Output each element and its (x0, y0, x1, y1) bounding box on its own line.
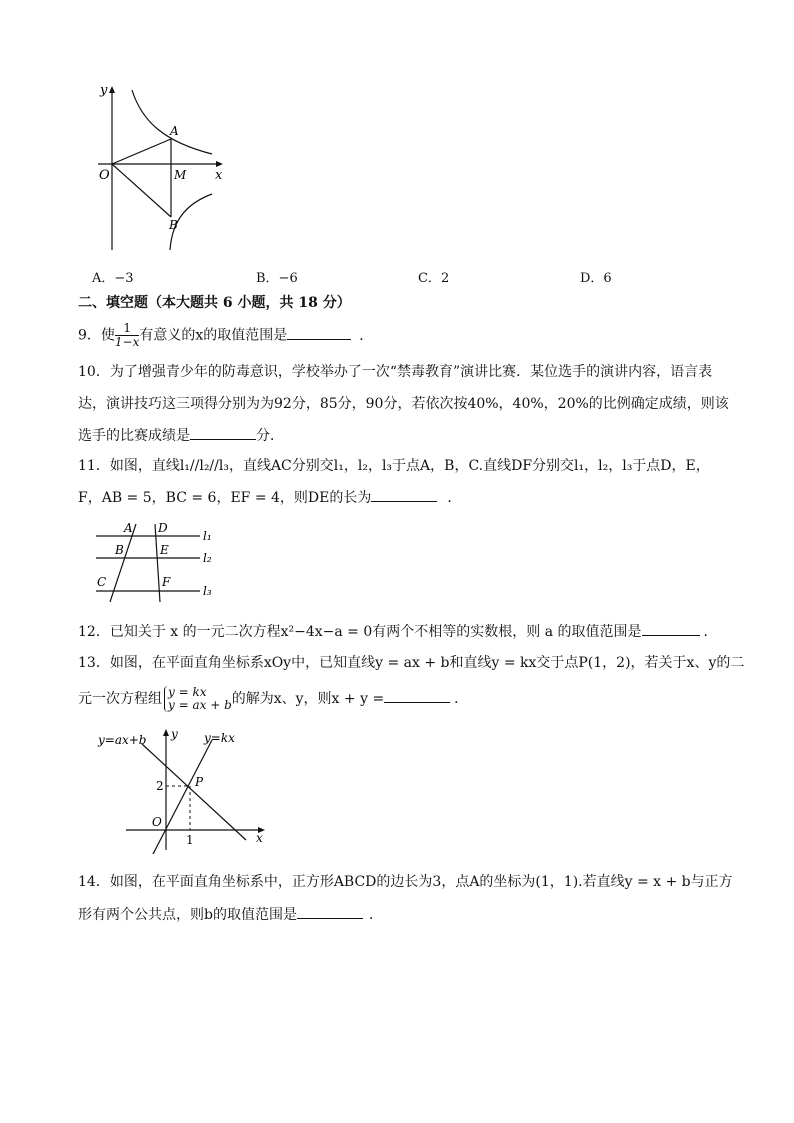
q13-line2-prefix: 元一次方程组 (78, 691, 162, 707)
q9-suffix: ． (359, 327, 374, 344)
label-c: C (97, 575, 107, 589)
q13-line2 (78, 686, 468, 712)
section2-header: 二、填空题（本大题共 6 小题，共 18 分） (78, 295, 351, 311)
q11-line2-suffix: ． (447, 490, 462, 506)
label-b: B (169, 218, 178, 232)
q11-line1: 11．如图，直线l₁//l₂//l₃，直线AC分别交l₁，l₂，l₃于点A，B，C.直线DF分别交l₁，l₂，l₃于点D，E， (78, 458, 710, 474)
q9-frac-num: 1 (115, 322, 139, 336)
q11-figure (90, 518, 225, 602)
segment-oa (112, 139, 171, 164)
label-l1: l₁ (203, 529, 212, 543)
q13-answer-blank[interactable] (384, 688, 450, 703)
q10-line2: 达，演讲技巧这三项得分别为为92分，85分，90分，若依次按40%，40%，20%的比例确定成绩，则该 (78, 396, 729, 412)
q14-answer-blank[interactable] (297, 904, 363, 919)
q13-equation-system (164, 686, 232, 712)
label-o: O (99, 168, 110, 183)
q13-line2-middle: 的解为x、y，则x + y = (231, 691, 385, 707)
q10-line3-suffix: 分． (256, 428, 284, 444)
label-x: x (256, 831, 263, 845)
q8-option-b: B．−6 (256, 271, 298, 286)
y-axis-arrow (109, 86, 115, 93)
q13-eq2: y = ax + b (168, 698, 232, 712)
q14-line2-prefix: 形有两个公共点，则b的取值范围是 (78, 907, 297, 923)
q9-middle: 有意义的x的取值范围是 (139, 327, 288, 344)
label-line-kx: y=kx (204, 731, 235, 745)
y-axis-arrow (163, 729, 169, 736)
q9-prefix: 9．使 (78, 327, 115, 344)
label-l2: l₂ (203, 551, 212, 565)
q10-answer-blank[interactable] (190, 425, 256, 440)
q10-line3 (78, 425, 284, 446)
q11-line2-prefix: F，AB = 5，BC = 6，EF = 4，则DE的长为 (78, 490, 372, 506)
q12-suffix: ． (703, 624, 718, 640)
q12 (78, 621, 718, 642)
q8-option-c: C．2 (418, 271, 450, 286)
segment-ob (112, 164, 171, 217)
q13-figure (94, 724, 274, 854)
label-a: A (124, 521, 133, 535)
q12-answer-blank[interactable] (642, 621, 700, 636)
q8-figure (90, 82, 230, 254)
q11-line2 (78, 487, 461, 508)
tick-y-2: 2 (156, 779, 164, 793)
q9-frac-den: 1−x (114, 335, 140, 349)
hyperbola-upper (132, 90, 212, 154)
q8-option-d: D．6 (580, 271, 612, 286)
q10-line3-prefix: 选手的比赛成绩是 (78, 428, 190, 444)
q13-eq1: y = kx (168, 685, 207, 699)
label-a: A (170, 124, 179, 138)
q11-answer-blank[interactable] (371, 487, 437, 502)
line-y-kx (152, 740, 212, 854)
q13-line1: 13．如图，在平面直角坐标系xOy中，已知直线y = ax + b和直线y = kx交于点P(1，2)，若关于x、y的二 (78, 655, 745, 671)
label-line-ax-b: y=ax+b (98, 733, 147, 747)
label-b: B (115, 543, 124, 557)
q9-fraction (115, 322, 139, 349)
label-d: D (158, 521, 168, 535)
label-p: P (195, 775, 204, 789)
q14-line2-suffix: ． (368, 907, 383, 923)
q12-prefix: 12．已知关于 x 的一元二次方程x²−4x−a = 0有两个不相等的实数根，则 a 的取值范围是 (78, 624, 642, 640)
tick-x-1: 1 (186, 833, 194, 847)
label-m: M (174, 168, 187, 182)
q9 (78, 322, 373, 349)
q10-line1: 10．为了增强青少年的防毒意识，学校举办了一次“禁毒教育”演讲比赛．某位选手的演讲内容，语言表 (78, 364, 713, 380)
q8-option-a: A．−3 (92, 271, 134, 286)
label-f: F (162, 575, 171, 589)
label-x: x (215, 168, 223, 183)
q14-line2 (78, 904, 383, 925)
label-l3: l₃ (203, 584, 212, 598)
label-y: y (171, 727, 178, 741)
q13-line2-suffix: ． (454, 691, 469, 707)
q9-answer-blank[interactable] (287, 325, 351, 340)
q14-line1: 14．如图，在平面直角坐标系中，正方形ABCD的边长为3，点A的坐标为(1，1).若直线y = x + b与正方 (78, 874, 733, 890)
x-axis-arrow (216, 161, 223, 167)
label-e: E (160, 543, 169, 557)
label-o: O (152, 815, 162, 829)
label-y: y (100, 83, 108, 98)
